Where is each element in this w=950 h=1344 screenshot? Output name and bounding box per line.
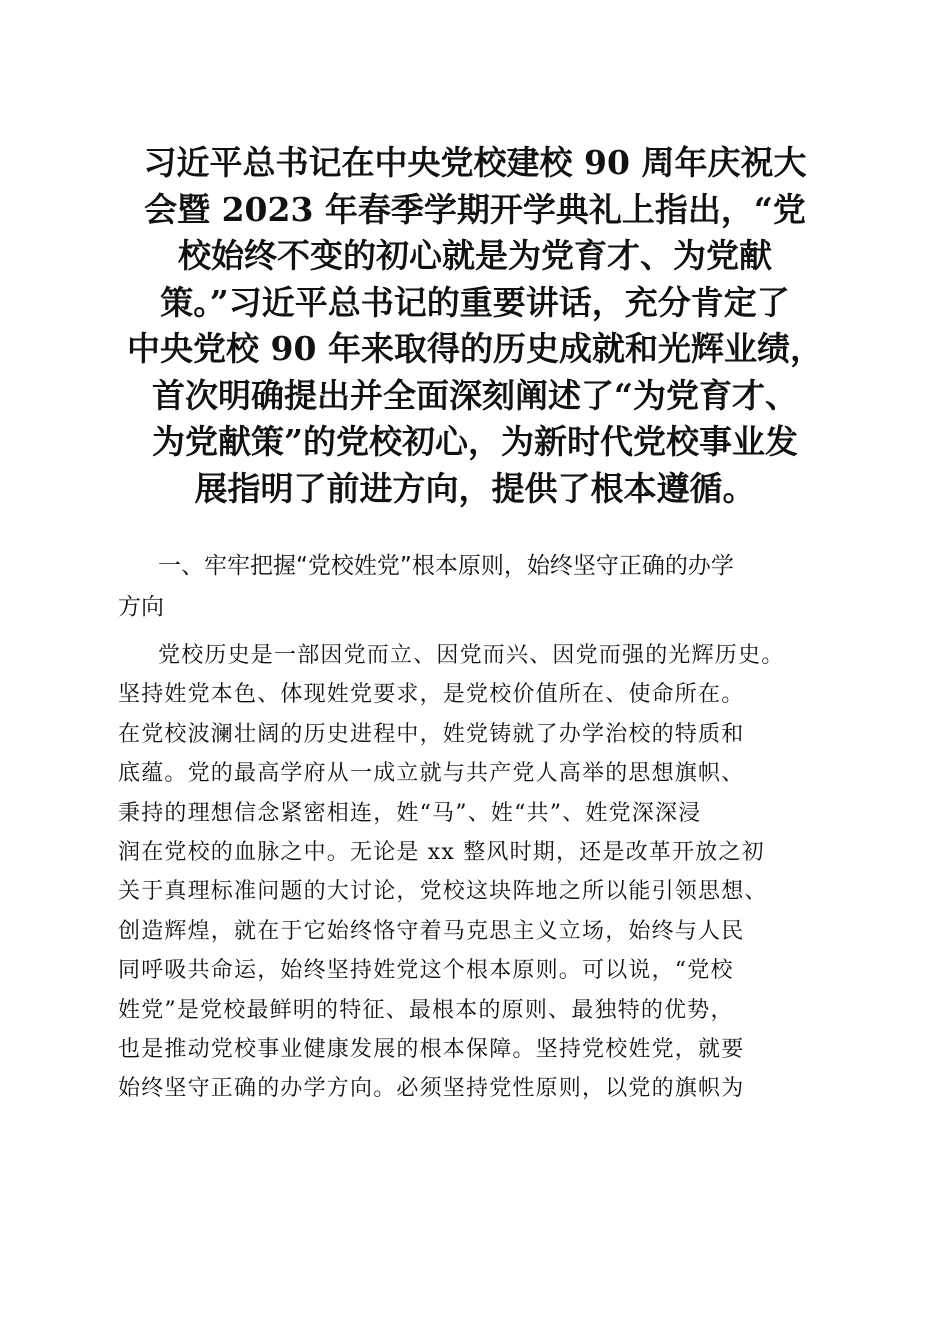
body-line: 同呼吸共命运，始终坚持姓党这个根本原则。可以说，“党校 (118, 958, 734, 984)
title-line: 习近平总书记在中央党校建校 90 周年庆祝大 (143, 143, 807, 182)
body-line: 也是推动党校事业健康发展的根本保障。坚持党校姓党，就要 (118, 1037, 745, 1063)
body-paragraph (118, 636, 843, 1109)
title-line: 首次明确提出并全面深刻阐述了“为党育才、 (152, 375, 798, 415)
section-heading-line: 方向 (118, 594, 164, 620)
body-line: 在党校波澜壮阔的历史进程中，姓党铸就了办学治校的特质和 (118, 721, 745, 747)
title-line: 校始终不变的初心就是为党育才、为党献 (178, 236, 772, 275)
title-line: 中央党校 90 年来取得的历史成就和光辉业绩， (127, 329, 823, 368)
title-line: 会暨 2023 年春季学期开学典礼上指出，“党 (144, 189, 806, 229)
body-line: 润在党校的血脉之中。无论是 xx 整风时期，还是改革开放之初 (118, 840, 765, 866)
section-heading-line: 一、牢牢把握“党校姓党”根本原则，始终坚守正确的办学 (158, 553, 734, 579)
body-line: 关于真理标准问题的大讨论，党校这块阵地之所以能引领思想、 (118, 879, 768, 905)
body-line: 姓党”是党校最鲜明的特征、最根本的原则、最独特的优势， (118, 997, 734, 1023)
body-line: 坚持姓党本色、体现姓党要求，是党校价值所在、使命所在。 (118, 682, 745, 708)
body-line: 始终坚守正确的办学方向。必须坚持党性原则，以党的旗帜为 (118, 1076, 745, 1102)
document-title (110, 140, 840, 512)
title-line: 策。”习近平总书记的重要讲话，充分肯定了 (160, 282, 790, 322)
section-heading (118, 546, 833, 628)
body-line: 底蕴。党的最高学府从一成立就与共产党人高举的思想旗帜、 (118, 761, 745, 787)
body-line: 党校历史是一部因党而立、因党而兴、因党而强的光辉历史。 (158, 643, 785, 668)
body-line: 秉持的理想信念紧密相连，姓“马”、姓“共”、姓党深深浸 (118, 800, 702, 826)
body-line: 创造辉煌，就在于它始终恪守着马克思主义立场，始终与人民 (118, 918, 745, 944)
title-line: 为党献策”的党校初心，为新时代党校事业发 (152, 422, 798, 461)
title-line: 展指明了前进方向，提供了根本遵循。 (194, 468, 756, 508)
